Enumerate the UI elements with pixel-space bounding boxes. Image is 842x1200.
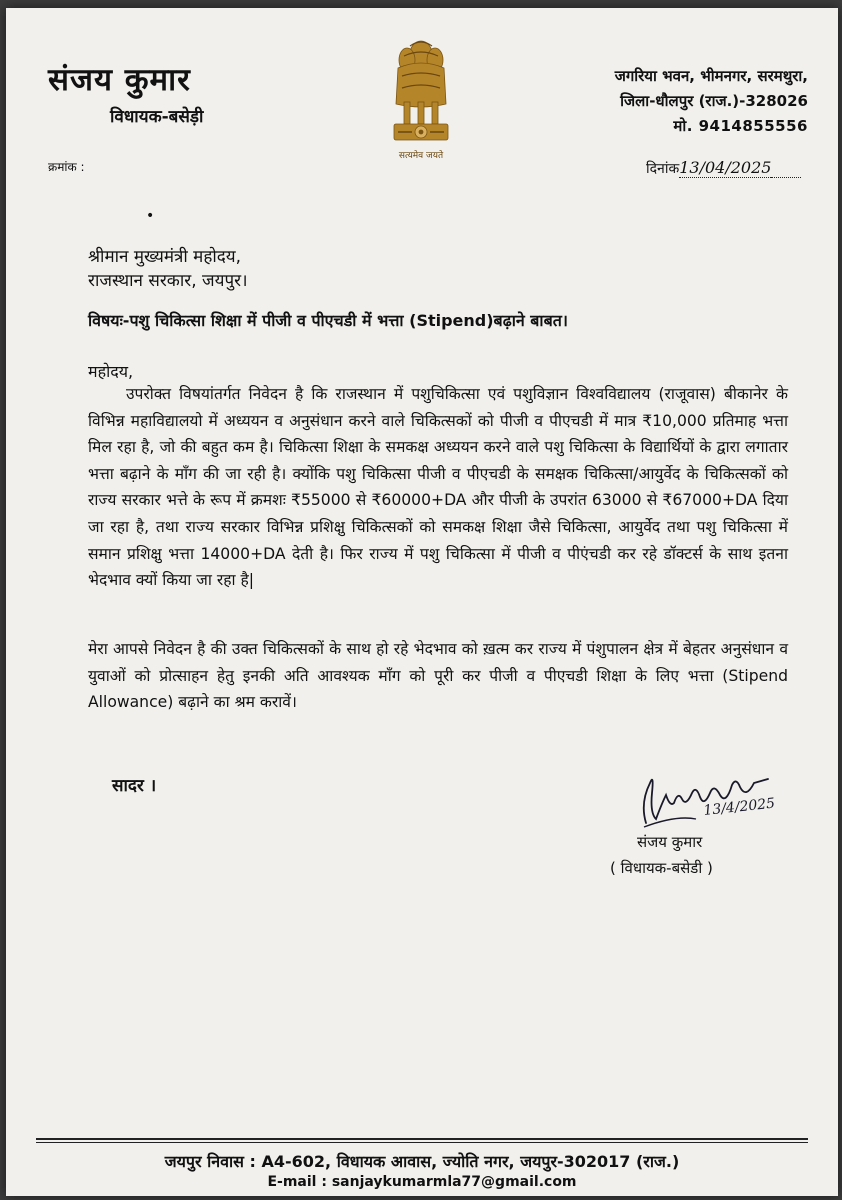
signatory-name: संजय कुमार	[637, 833, 703, 851]
address-line-2: जिला-धौलपुर (राज.)-328026	[620, 92, 808, 110]
punch-mark: •	[146, 208, 155, 224]
reference-number-label: क्रमांक :	[48, 160, 85, 174]
closing: सादर ।	[112, 776, 157, 796]
recipient-line-1: श्रीमान मुख्यमंत्री महोदय,	[88, 247, 242, 267]
recipient-line-2: राजस्थान सरकार, जयपुर।	[88, 271, 248, 291]
footer-residence: जयपुर निवास : A4-602, विधायक आवास, ज्योति नगर, जयपुर-302017 (राज.)	[164, 1152, 680, 1171]
date-field	[646, 158, 801, 178]
address-line-1: जगरिया भवन, भीमनगर, सरमथुरा,	[614, 67, 808, 85]
footer-divider	[36, 1138, 808, 1140]
national-emblem-icon	[390, 32, 452, 164]
subject-line: विषयः-पशु चिकित्सा शिक्षा में पीजी व पीएचडी में भत्ता (Stipend)बढ़ाने बाबत।	[88, 311, 568, 330]
date-label: दिनांक	[646, 161, 680, 177]
handwritten-signature	[636, 763, 786, 835]
letter-page	[6, 8, 838, 1196]
footer-divider-thin	[36, 1142, 808, 1143]
salutation: महोदय,	[88, 362, 134, 381]
signatory-designation: ( विधायक-बसेडी )	[610, 859, 713, 877]
date-handwritten: 13/04/2025	[679, 158, 772, 177]
sender-name: संजय कुमार	[48, 62, 191, 98]
footer-email: E-mail : sanjaykumarmla77@gmail.com	[267, 1174, 577, 1190]
address-mobile: मो. 9414855556	[673, 117, 808, 135]
sender-designation: विधायक-बसेड़ी	[110, 107, 204, 127]
body-paragraph-2: मेरा आपसे निवेदन है की उक्त चिकित्सकों के साथ हो रहे भेदभाव को ख़त्म कर राज्य में पंशुपालन क्षेत्र में बेहतर अनुसंधान व युवाओं को प्रोत्साहन हेतु इनकी अति आवश्यक माँग को पूरी कर पीजी व पीएचडी शिक्षा के लिए भत्ता (Stipend Allowance) बढ़ाने का श्रम करावें।	[88, 640, 788, 712]
emblem-motto: सत्यमेव जयते	[398, 151, 444, 161]
signature-date: 13/4/2025	[702, 795, 776, 819]
body-paragraph-1: उपरोक्त विषयांतर्गत निवेदन है कि राजस्थान में पशुचिकित्सा एवं पशुविज्ञान विश्वविद्यालय (राजूवास) बीकानेर के विभिन्न महाविद्यालयो में अध्ययन व अनुसंधान करने वाले चिकित्सकों को पीजी व पीएचडी में मात्र ₹10,000 प्रतिमाह भत्ता मिल रहा है, जो की बहुत कम है। चिकित्सा शिक्षा के समकक्ष अध्ययन करने वाले पशु चिकित्सा के विद्यार्थियों के द्वारा लगातार भत्ता बढ़ाने के माँग की जा रही है। क्योंकि पशु चिकित्सा पीजी व पीएचडी के समक्षक चिकित्सा/आयुर्वेद के चिकित्सकों को राज्य सरकार भत्ते के रूप में क्रमशः ₹55000 से ₹60000+DA और पीजी के उपरांत 63000 से ₹67000+DA दिया जा रहा है, तथा राज्य सरकार विभिन्न प्रशिक्षु चिकित्सकों को समकक्ष शिक्षा जैसे चिकित्सा, आयुर्वेद तथा पशु चिकित्सा में समान प्रशिक्षु भत्ता 14000+DA देती है। फिर राज्य में पशु चिकित्सा में पीजी व पीएंचडी कर रहे डॉक्टर्स के साथ इतना भेदभाव क्यों किया जा रहा है|	[88, 385, 788, 590]
